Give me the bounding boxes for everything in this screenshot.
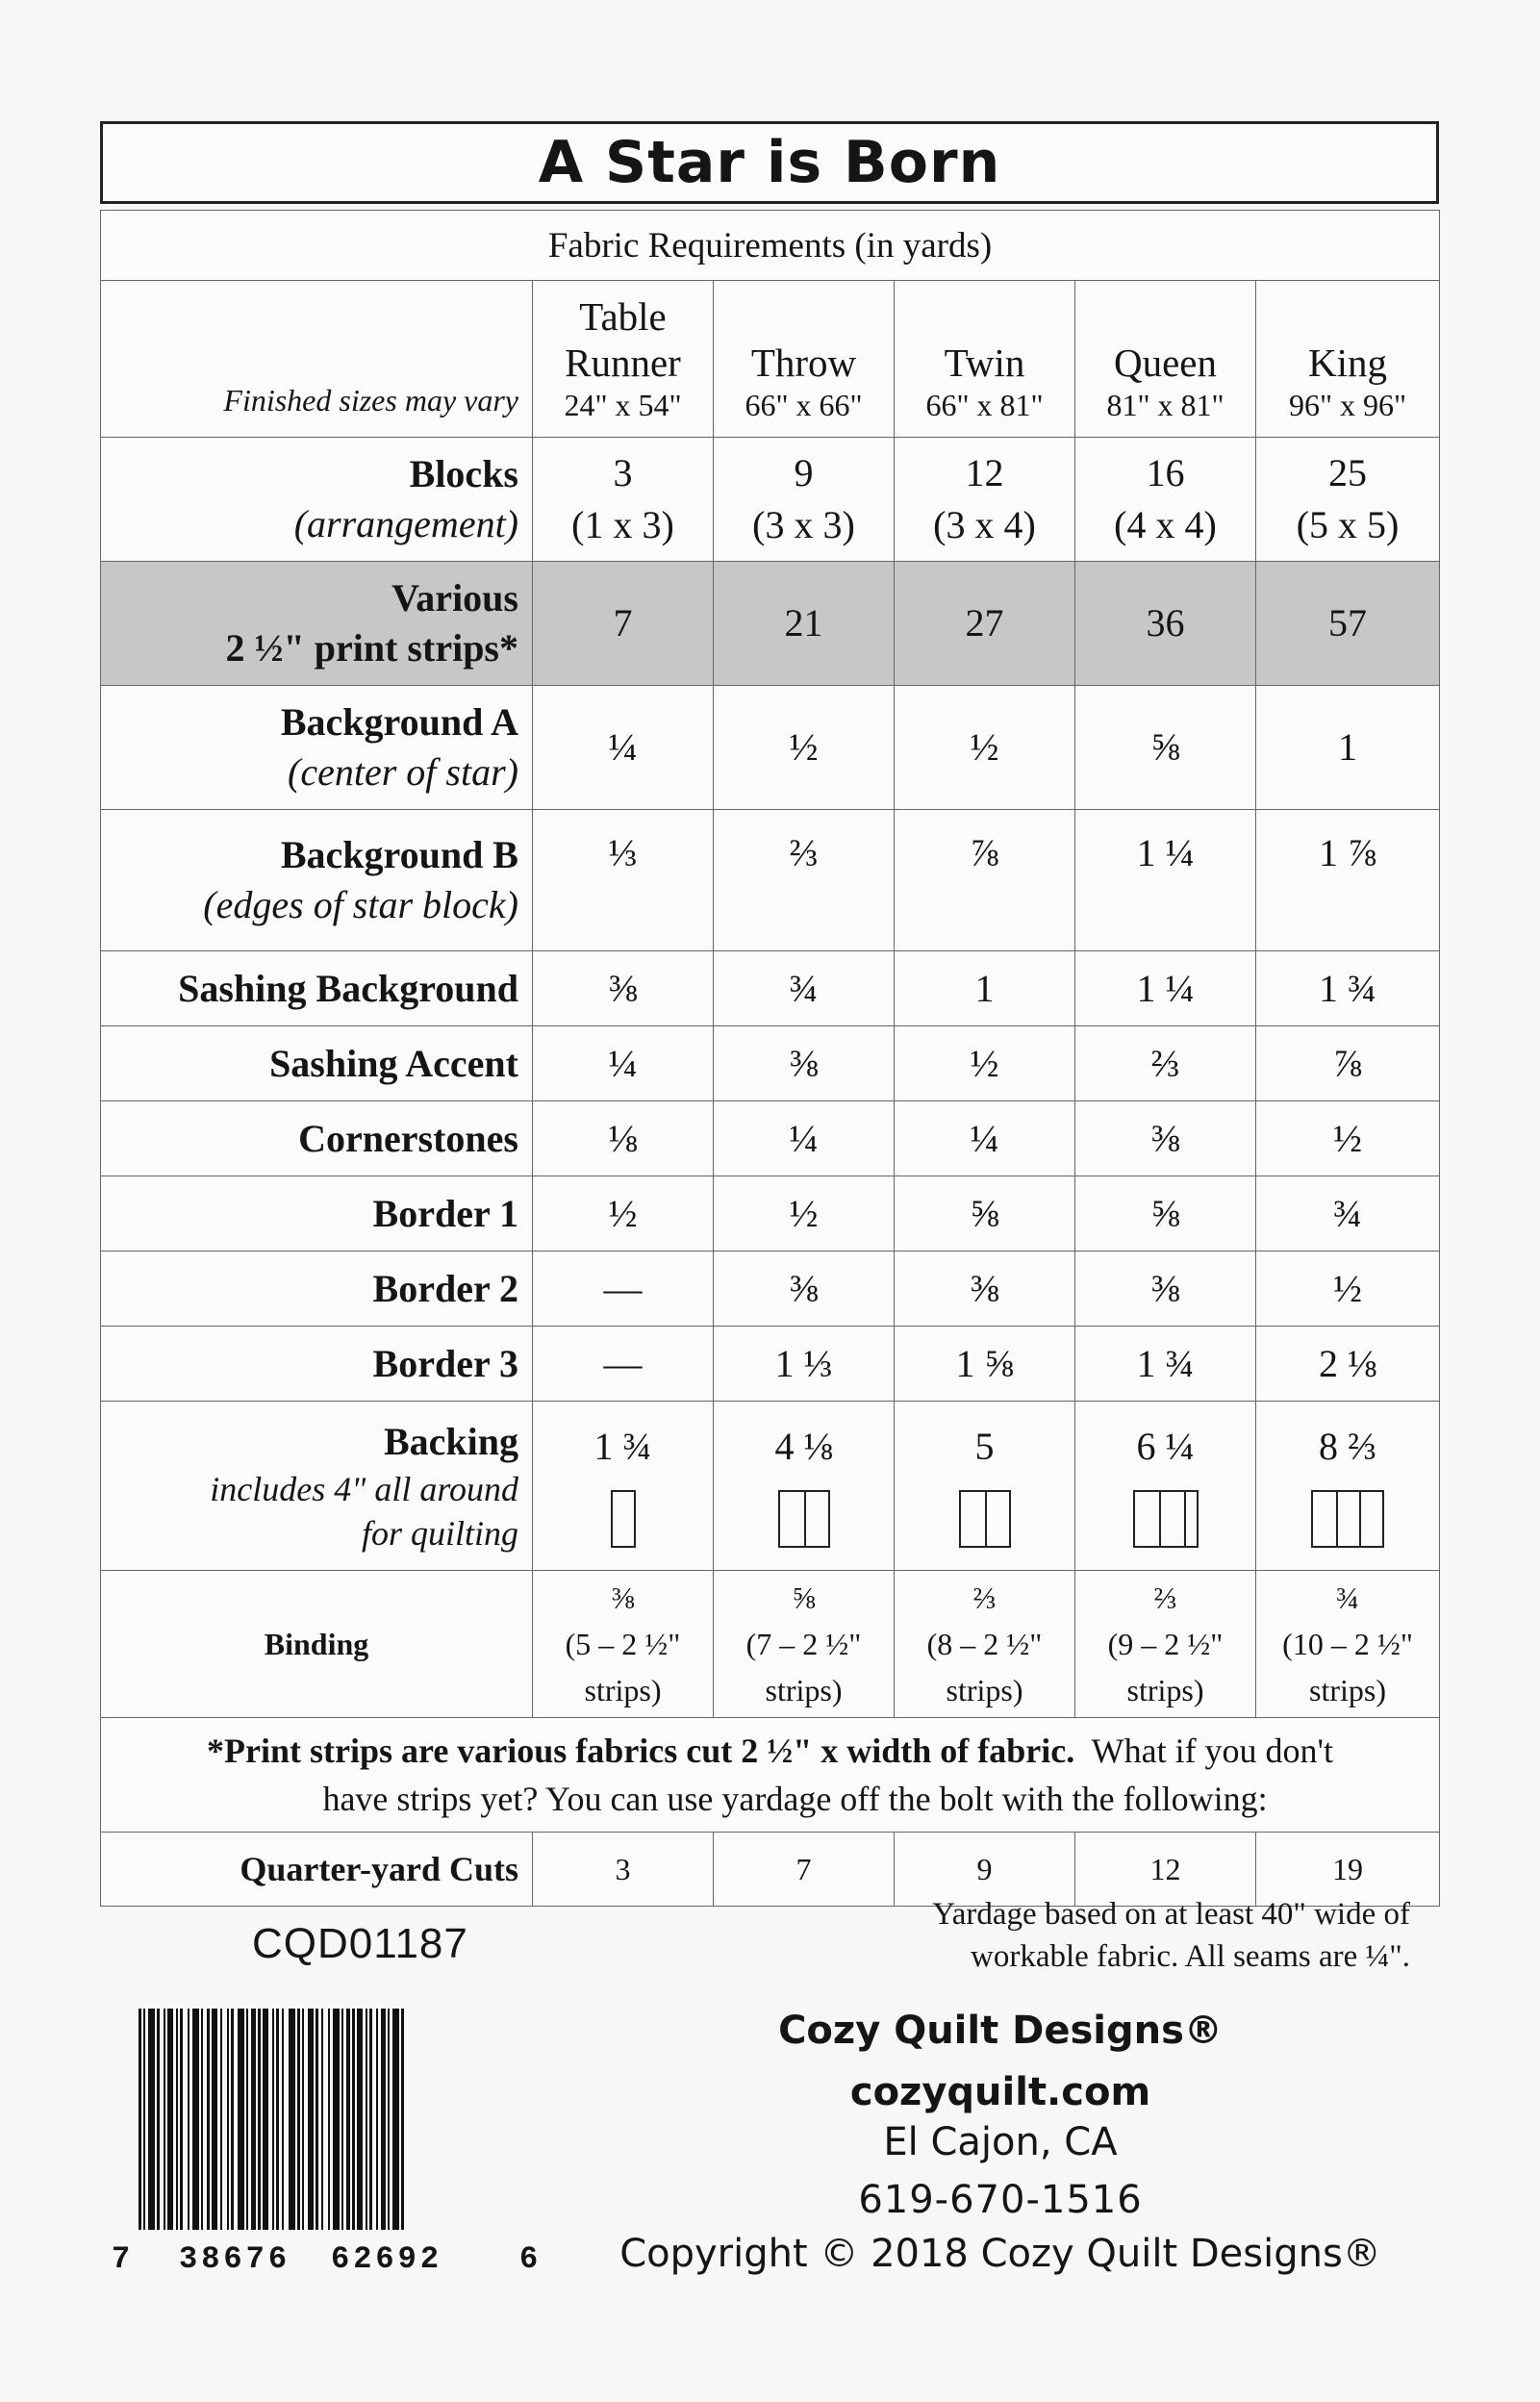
table-cell: 21 bbox=[714, 562, 895, 686]
row-label: Sashing Accent bbox=[101, 1026, 533, 1101]
size-header: King 96" x 96" bbox=[1256, 281, 1440, 438]
table-row-binding bbox=[101, 1571, 1440, 1718]
table-row-backing bbox=[101, 1402, 1440, 1571]
row-label: Various 2 ½" print strips* bbox=[101, 562, 533, 686]
table-cell: ½ bbox=[895, 686, 1075, 810]
row-label: Border 3 bbox=[101, 1327, 533, 1402]
table-cell: ¾ bbox=[714, 951, 895, 1026]
row-label: Background A (center of star) bbox=[101, 686, 533, 810]
table-cell: ⅜ bbox=[714, 1026, 895, 1101]
finished-sizes-note: Finished sizes may vary bbox=[101, 281, 533, 438]
table-cell: ⅜ bbox=[1075, 1101, 1256, 1176]
table-cell: ½ bbox=[895, 1026, 1075, 1101]
barcode bbox=[135, 2009, 510, 2230]
table-cell: ¾ (10 – 2 ½" strips) bbox=[1256, 1571, 1440, 1718]
title-box bbox=[100, 121, 1439, 204]
table-cell: 1 bbox=[895, 951, 1075, 1026]
row-label: Border 1 bbox=[101, 1176, 533, 1252]
size-header: Queen 81" x 81" bbox=[1075, 281, 1256, 438]
table-row-sashing-accent bbox=[101, 1026, 1440, 1101]
backing-panel-icon bbox=[1133, 1490, 1199, 1548]
table-cell: ¼ bbox=[895, 1101, 1075, 1176]
table-cell: ⅔ bbox=[714, 810, 895, 951]
table-row-background-b bbox=[101, 810, 1440, 951]
table-cell: 19 bbox=[1256, 1833, 1440, 1907]
table-cell: 16 (4 x 4) bbox=[1075, 438, 1256, 562]
product-code: CQD01187 bbox=[252, 1920, 468, 1967]
backing-panel-icon bbox=[959, 1490, 1011, 1548]
table-row-background-a bbox=[101, 686, 1440, 810]
table-cell: 1 ⅝ bbox=[895, 1327, 1075, 1402]
row-label: Background B (edges of star block) bbox=[101, 810, 533, 951]
backing-panel-icon bbox=[611, 1490, 636, 1548]
table-cell: ¾ bbox=[1256, 1176, 1440, 1252]
backing-panel-icon bbox=[1311, 1490, 1384, 1548]
table-row-sashing-background bbox=[101, 951, 1440, 1026]
print-strips-note: *Print strips are various fabrics cut 2 ½" x width of fabric. What if you don't have strips yet? You can use yardage off the bolt with the following: bbox=[101, 1718, 1440, 1833]
yardage-note: Yardage based on at least 40" wide of workable fabric. All seams are ¼". bbox=[932, 1897, 1410, 1974]
table-cell: 3 bbox=[533, 1833, 714, 1907]
row-label: Border 2 bbox=[101, 1252, 533, 1327]
table-cell: ½ bbox=[1256, 1101, 1440, 1176]
row-label: Backing includes 4" all around for quilting bbox=[101, 1402, 533, 1571]
table-cell: 2 ⅛ bbox=[1256, 1327, 1440, 1402]
table-cell: 1 ⅓ bbox=[714, 1327, 895, 1402]
row-label: Binding bbox=[101, 1571, 533, 1718]
table-subheader-row bbox=[101, 211, 1440, 281]
table-cell: — bbox=[533, 1327, 714, 1402]
table-cell: 25 (5 x 5) bbox=[1256, 438, 1440, 562]
table-cell: 1 ¼ bbox=[1075, 951, 1256, 1026]
table-cell: ⅜ (5 – 2 ½" strips) bbox=[533, 1571, 714, 1718]
size-header: Twin 66" x 81" bbox=[895, 281, 1075, 438]
table-row-border-3 bbox=[101, 1327, 1440, 1402]
size-header-row bbox=[101, 281, 1440, 438]
table-cell: 9 bbox=[895, 1833, 1075, 1907]
table-cell: ⅔ bbox=[1075, 1026, 1256, 1101]
fabric-requirements-table bbox=[100, 210, 1440, 1907]
table-cell: 9 (3 x 3) bbox=[714, 438, 895, 562]
table-cell: 7 bbox=[533, 562, 714, 686]
table-cell: — bbox=[533, 1252, 714, 1327]
row-label: Blocks (arrangement) bbox=[101, 438, 533, 562]
table-cell: ⅜ bbox=[895, 1252, 1075, 1327]
size-header: Throw 66" x 66" bbox=[714, 281, 895, 438]
table-cell: ⅜ bbox=[533, 951, 714, 1026]
copyright: Copyright © 2018 Cozy Quilt Designs® bbox=[619, 2232, 1381, 2276]
table-cell: 3 (1 x 3) bbox=[533, 438, 714, 562]
table-cell: 7 bbox=[714, 1833, 895, 1907]
table-cell: ¼ bbox=[533, 686, 714, 810]
table-cell: 1 ⅞ bbox=[1256, 810, 1440, 951]
row-label: Cornerstones bbox=[101, 1101, 533, 1176]
table-cell: ⅝ bbox=[1075, 686, 1256, 810]
size-header: Table Runner 24" x 54" bbox=[533, 281, 714, 438]
table-cell: 12 bbox=[1075, 1833, 1256, 1907]
barcode-bars bbox=[139, 2009, 502, 2230]
row-label: Quarter-yard Cuts bbox=[101, 1833, 533, 1907]
company-city: El Cajon, CA bbox=[883, 2120, 1118, 2164]
table-cell: ½ bbox=[714, 1176, 895, 1252]
table-row-border-2 bbox=[101, 1252, 1440, 1327]
table-cell: ⅛ bbox=[533, 1101, 714, 1176]
table-row-blocks bbox=[101, 438, 1440, 562]
table-cell: ¼ bbox=[533, 1026, 714, 1101]
table-cell: ⅝ (7 – 2 ½" strips) bbox=[714, 1571, 895, 1718]
table-cell: ½ bbox=[1256, 1252, 1440, 1327]
table-cell: 8 ⅔ bbox=[1256, 1402, 1440, 1571]
table-cell: ⅔ (9 – 2 ½" strips) bbox=[1075, 1571, 1256, 1718]
table-cell: 6 ¼ bbox=[1075, 1402, 1256, 1571]
table-cell: ⅜ bbox=[714, 1252, 895, 1327]
table-cell: 36 bbox=[1075, 562, 1256, 686]
table-cell: 57 bbox=[1256, 562, 1440, 686]
table-cell: 1 ¾ bbox=[1075, 1327, 1256, 1402]
table-cell: 4 ⅛ bbox=[714, 1402, 895, 1571]
table-cell: ⅜ bbox=[1075, 1252, 1256, 1327]
table-cell: ½ bbox=[533, 1176, 714, 1252]
table-row-print-strips bbox=[101, 562, 1440, 686]
table-cell: ⅞ bbox=[895, 810, 1075, 951]
table-cell: 12 (3 x 4) bbox=[895, 438, 1075, 562]
table-cell: ⅞ bbox=[1256, 1026, 1440, 1101]
company-name: Cozy Quilt Designs® bbox=[778, 2009, 1223, 2053]
page-title: A Star is Born bbox=[538, 129, 1001, 196]
company-phone: 619-670-1516 bbox=[858, 2178, 1143, 2222]
backing-panel-icon bbox=[778, 1490, 830, 1548]
row-label: Sashing Background bbox=[101, 951, 533, 1026]
table-subheader: Fabric Requirements (in yards) bbox=[101, 211, 1440, 281]
table-cell: 1 ¾ bbox=[533, 1402, 714, 1571]
table-cell: ⅔ (8 – 2 ½" strips) bbox=[895, 1571, 1075, 1718]
table-row-cornerstones bbox=[101, 1101, 1440, 1176]
table-cell: ⅓ bbox=[533, 810, 714, 951]
table-cell: 1 ¼ bbox=[1075, 810, 1256, 951]
table-row-border-1 bbox=[101, 1176, 1440, 1252]
table-cell: 1 ¾ bbox=[1256, 951, 1440, 1026]
table-cell: ⅝ bbox=[895, 1176, 1075, 1252]
table-cell: 1 bbox=[1256, 686, 1440, 810]
company-website[interactable]: cozyquilt.com bbox=[849, 2070, 1151, 2114]
table-cell: ⅝ bbox=[1075, 1176, 1256, 1252]
table-cell: 5 bbox=[895, 1402, 1075, 1571]
table-cell: 27 bbox=[895, 562, 1075, 686]
table-cell: ¼ bbox=[714, 1101, 895, 1176]
table-row-note bbox=[101, 1718, 1440, 1833]
table-cell: ½ bbox=[714, 686, 895, 810]
